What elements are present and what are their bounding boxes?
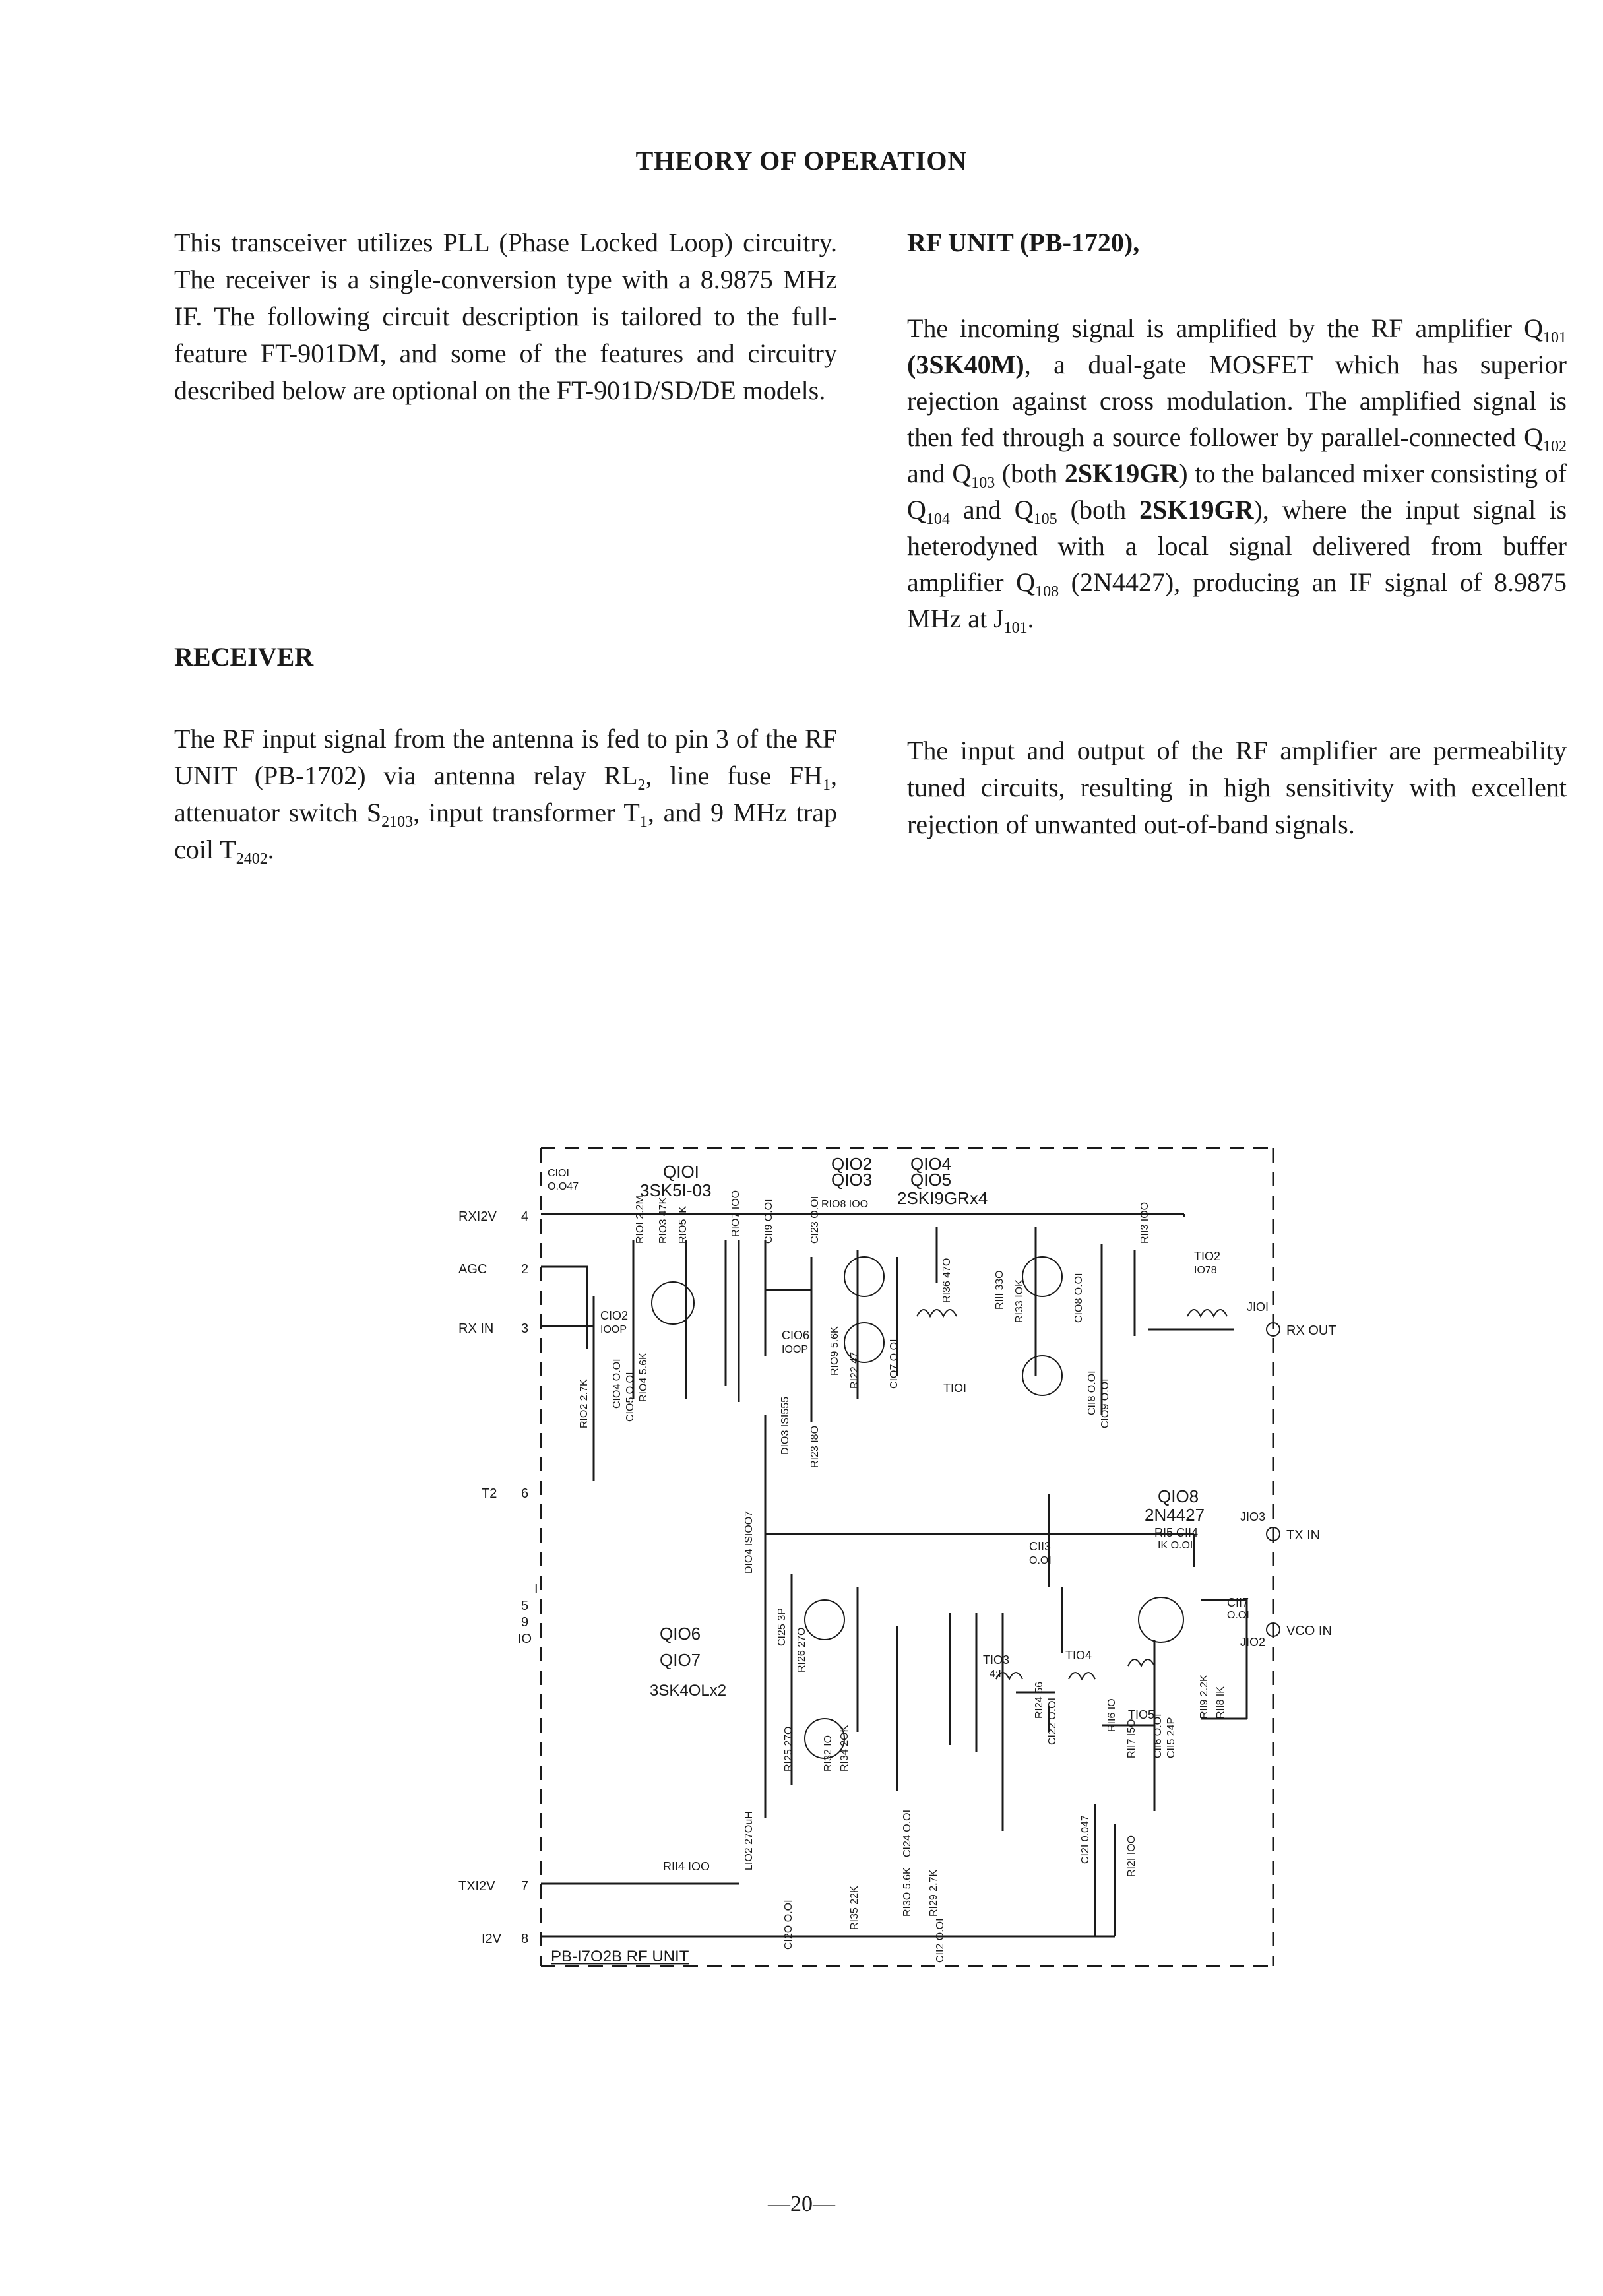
component-label: CIO4 O.OI: [612, 1358, 623, 1409]
component-label: RI33 IOK: [1014, 1279, 1025, 1323]
t102-coil: [1187, 1310, 1227, 1316]
q108-symbol: [1139, 1597, 1183, 1642]
intro-paragraph: This transceiver utilizes PLL (Phase Locked Loop) circuitry. The receiver is a single-conversion type with a 8.9875 MHz IF. The following circuit description is tailored to the full-feature FT-901DM, and some of the features and circuitry described below are optional on the FT-901D/SD/DE models.: [174, 228, 837, 405]
component-label: CI24 O.OI: [902, 1809, 913, 1857]
coil-links: [1049, 1494, 1062, 1732]
component-label: CI25 3P: [776, 1608, 788, 1646]
t105-coil: [1128, 1659, 1154, 1666]
q102-label: QIO2: [831, 1154, 873, 1174]
q108-label: QIO8: [1158, 1486, 1199, 1506]
pin-12v: I2V: [482, 1932, 502, 1946]
c121-label: CI2I 0.047: [1080, 1815, 1091, 1864]
q101-label: QIOI: [663, 1162, 699, 1182]
pin-number-9: 9: [521, 1615, 529, 1630]
component-label: CI22 O.OI: [1047, 1697, 1058, 1745]
component-label: RII9 2.2K: [1199, 1674, 1210, 1719]
component-label: RIO2 2.7K: [579, 1379, 590, 1428]
port-vco-in: VCO IN: [1286, 1624, 1332, 1638]
t104-label: TIO4: [1065, 1649, 1092, 1662]
c117-label: CII7: [1227, 1596, 1249, 1609]
component-label: RIO7 IOO: [730, 1190, 741, 1237]
t103-label: TIO3: [983, 1653, 1010, 1667]
t103-ratio: 4:I: [990, 1669, 1001, 1680]
port-rx-out: RX OUT: [1286, 1323, 1336, 1338]
schematic-footer: PB-I7O2B RF UNIT: [551, 1948, 689, 1965]
q104-symbol: [1022, 1257, 1062, 1296]
q106-label: QIO6: [660, 1624, 701, 1643]
pin-number-2: 2: [521, 1262, 529, 1277]
t101-label: TIOI: [943, 1382, 966, 1395]
q105-label: QIO5: [910, 1170, 952, 1190]
q104-label: QIO4: [910, 1154, 952, 1174]
component-label: RI24 56: [1034, 1681, 1045, 1719]
rf-unit-heading: RF UNIT (PB-1720),: [907, 228, 1140, 257]
mixer-lower-2: [976, 1613, 1055, 1831]
t102-label: TIO2: [1194, 1250, 1221, 1263]
component-label: RIO5 IK: [677, 1206, 689, 1244]
component-label: RI29 2.7K: [928, 1869, 939, 1917]
tx-lines: [541, 1824, 1115, 1936]
q102-symbol: [844, 1257, 884, 1296]
t102-value: IO78: [1194, 1265, 1217, 1276]
c113-value: O.OI: [1029, 1555, 1052, 1566]
r108-label: RIO8 IOO: [821, 1199, 869, 1210]
q103-label: QIO3: [831, 1170, 873, 1190]
pin-number-1: I: [534, 1582, 538, 1597]
component-label: CII8 O.OI: [1086, 1370, 1098, 1415]
rf-unit-heading-block: [907, 224, 1567, 261]
q108-type: 2N4427: [1145, 1505, 1205, 1525]
component-label: CI23 O.OI: [809, 1196, 821, 1244]
component-label: RIII 33O: [994, 1270, 1005, 1310]
rf-unit-paragraph-2: The input and output of the RF amplifier are permeability tuned circuits, resulting in high sensitivity with excellent rejection of unwanted out-of-band signals.: [907, 736, 1567, 839]
component-label: CIO7 O.OI: [889, 1339, 900, 1389]
pin-rx-in: RX IN: [458, 1322, 494, 1336]
component-label: RI36 47O: [941, 1258, 953, 1303]
component-label: CIO8 O.OI: [1073, 1273, 1084, 1323]
port-tx-in: TX IN: [1286, 1528, 1321, 1543]
left-column: [174, 224, 837, 409]
component-label: CII2 O.OI: [935, 1918, 946, 1963]
component-label: RI23 I8O: [809, 1425, 821, 1468]
receiver-paragraph: The RF input signal from the antenna is fed to pin 3 of the RF UNIT (PB-1702) via antenna relay $RL_2$, line fuse $FH_1$, attenuator switch $S_{2103}$, input transformer $T_1$, and 9 MHz trap coil $T_{2402}$.: [174, 724, 837, 868]
q107-label: QIO7: [660, 1650, 701, 1670]
jack-j102: JIO2: [1240, 1636, 1266, 1649]
component-label: RIO3 47K: [658, 1197, 669, 1244]
page-title: THEORY OF OPERATION: [635, 146, 968, 175]
pin-agc: AGC: [458, 1262, 487, 1277]
component-label: RI25 27O: [783, 1726, 794, 1771]
component-label: CII9 O.OI: [763, 1199, 774, 1244]
mixer-lower: [792, 1574, 950, 1791]
c106-value: IOOP: [782, 1344, 809, 1355]
l102-label: LIO2 27OuH: [743, 1811, 755, 1870]
component-label: RIO9 5.6K: [829, 1326, 840, 1376]
r115-label: RI5 CII4: [1154, 1526, 1199, 1539]
rf-unit-schematic: [435, 1138, 1379, 1986]
component-label: CIO9 O.OI: [1100, 1378, 1111, 1428]
component-label: RII6 IO: [1106, 1698, 1117, 1732]
d104-label: DIO4 ISIOO7: [743, 1510, 755, 1574]
mixer-type: 2SKI9GRx4: [897, 1188, 988, 1208]
c101-value: O.O47: [548, 1181, 579, 1192]
c106-label: CIO6: [782, 1329, 810, 1342]
c102-value: IOOP: [600, 1324, 627, 1335]
receiver-section: [174, 639, 837, 676]
r121-label: RI2I IOO: [1126, 1835, 1137, 1877]
component-label: RII7 I5O: [1126, 1719, 1137, 1758]
t105-label: TIO5: [1128, 1708, 1155, 1721]
rf-amp-bus: [633, 1240, 765, 1402]
component-label: CII5 24P: [1166, 1717, 1177, 1758]
pin-number-8: 8: [521, 1932, 529, 1946]
component-label: RI3O 5.6K: [902, 1867, 913, 1917]
component-label: CIO5 O.OI: [625, 1372, 636, 1422]
component-label: RI32 IO: [823, 1735, 834, 1771]
pin-number-7: 7: [521, 1879, 529, 1894]
q105-symbol: [1022, 1356, 1062, 1395]
pin-number-10: IO: [518, 1632, 532, 1646]
q106-type: 3SK4OLx2: [650, 1682, 727, 1700]
jack-j101: JIOI: [1247, 1300, 1269, 1314]
r114-label: RII4 IOO: [663, 1860, 710, 1873]
jack-j103: JIO3: [1240, 1510, 1266, 1523]
d103-label: DIO3 ISI555: [780, 1396, 791, 1455]
pin-number-4: 4: [521, 1209, 529, 1224]
pin-number-5: 5: [521, 1599, 529, 1613]
receiver-heading: RECEIVER: [174, 642, 314, 672]
c113-label: CII3: [1029, 1540, 1052, 1553]
q101-symbol: [652, 1282, 694, 1324]
component-label: RI34 2OK: [839, 1725, 850, 1771]
component-label: RIO4 5.6K: [638, 1353, 649, 1402]
pin-t2: T2: [482, 1486, 497, 1501]
component-label: RI26 27O: [796, 1627, 807, 1673]
c117-value: O.OI: [1227, 1610, 1249, 1621]
component-label: CII6 O.OI: [1152, 1713, 1164, 1758]
component-label: CI2O O.OI: [783, 1899, 794, 1950]
pin-number-6: 6: [521, 1486, 529, 1501]
component-label: RII3 IOO: [1139, 1201, 1150, 1244]
component-label: RI35 22K: [849, 1886, 860, 1930]
q101-type: 3SK5I-03: [640, 1180, 712, 1200]
pin-tx12v: TXI2V: [458, 1879, 495, 1894]
agc-line: [541, 1267, 587, 1349]
pin-number-3: 3: [521, 1322, 529, 1336]
r115-value: IK O.OI: [1158, 1540, 1193, 1551]
q106-symbol: [805, 1600, 844, 1640]
page-number: —20—: [768, 2192, 835, 2216]
c101-label: CIOI: [548, 1168, 569, 1179]
component-label: RI22 47: [849, 1351, 860, 1389]
tx-return: [1095, 1640, 1154, 1936]
c102-label: CIO2: [600, 1309, 629, 1322]
pin-rx12v: RXI2V: [458, 1209, 497, 1224]
t104-coil: [1069, 1673, 1095, 1679]
rf-unit-paragraph-1: The incoming signal is amplified by the RF amplifier $Q_{101}$ (3SK40M), a dual-gate MOSFET which has superior rejection against cross modulation. The amplified signal is then fed through a source follower by parallel-connected $Q_{102}$ and $Q_{103}$ (both 2SK19GR) to the balanced mixer consisting of $Q_{104}$ and $Q_{105}$ (both 2SK19GR), where the input signal is heterodyned with a local signal delivered from buffer amplifier $Q_{108}$ (2N4427), producing an IF signal of 8.9875 MHz at $J_{101}$.: [907, 313, 1567, 637]
component-label: RII8 IK: [1215, 1686, 1226, 1719]
component-label: RIOI 2.2M: [635, 1196, 646, 1244]
t101-coil: [917, 1310, 957, 1316]
